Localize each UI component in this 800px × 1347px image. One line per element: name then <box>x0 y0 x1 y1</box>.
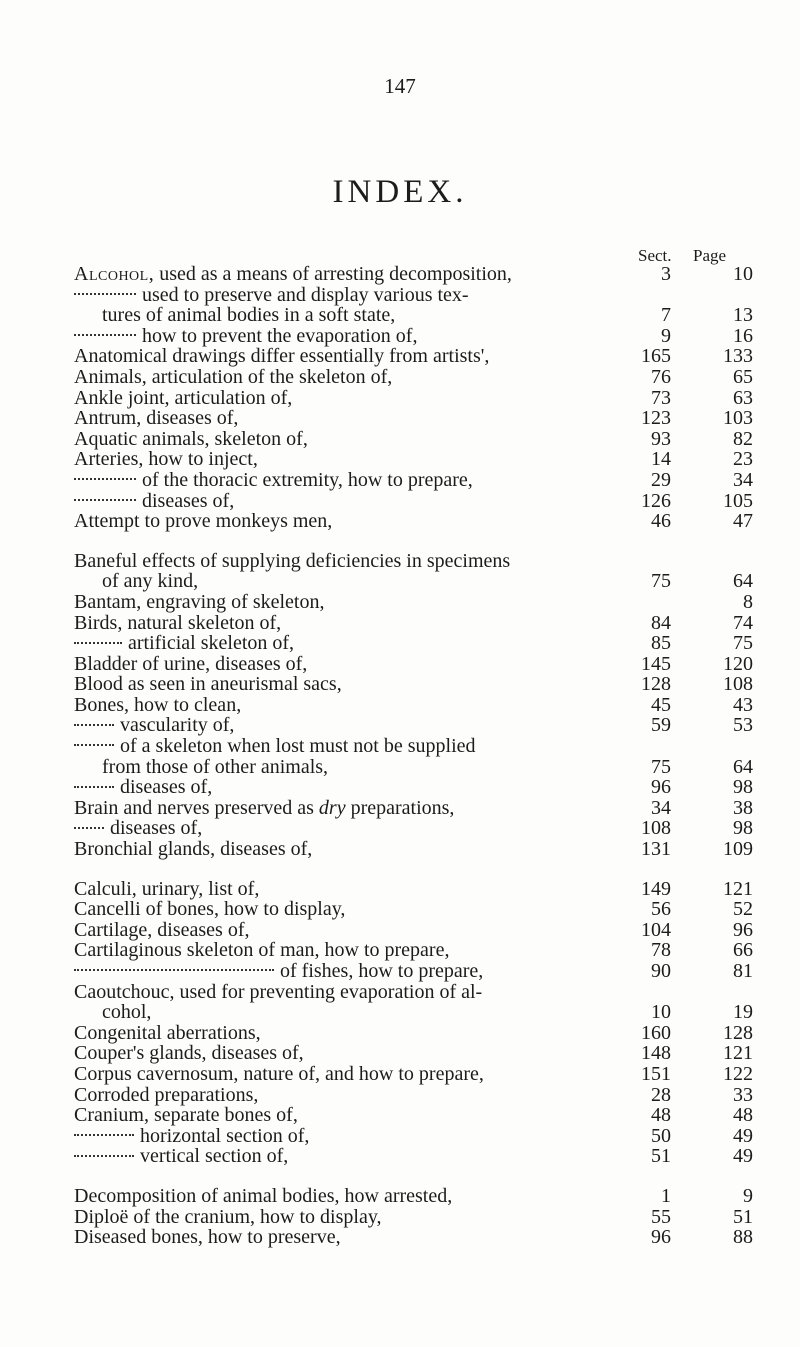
index-entry <box>74 449 774 470</box>
entry-text: Antrum, diseases of, <box>74 407 239 430</box>
entry-page-number: 52 <box>733 898 753 921</box>
index-entry <box>74 633 774 654</box>
entry-page-number: 47 <box>733 510 753 533</box>
ditto-dash <box>74 334 136 336</box>
entry-page-number: 133 <box>723 345 753 368</box>
entry-text: Cartilage, diseases of, <box>74 918 250 941</box>
entry-section-number: 10 <box>651 1001 671 1024</box>
index-entry <box>74 326 774 347</box>
entry-page-number: 53 <box>733 714 753 737</box>
entry-page-number: 121 <box>723 1042 753 1065</box>
entry-section-number: 50 <box>651 1124 671 1147</box>
entry-page-number: 122 <box>723 1062 753 1085</box>
entry-lead-word: Alcohol, <box>74 263 155 285</box>
entry-section-number: 29 <box>651 468 671 491</box>
entry-page-number: 128 <box>723 1021 753 1044</box>
index-entry <box>74 1186 774 1207</box>
entry-section-number: 123 <box>641 407 671 430</box>
entry-text: vertical section of, <box>74 1146 619 1167</box>
entry-page-number: 105 <box>723 489 753 512</box>
entry-page-number: 103 <box>723 407 753 430</box>
entry-section-number: 126 <box>641 489 671 512</box>
index-entry <box>74 511 774 532</box>
sect-column-header: Sect. <box>638 246 672 265</box>
entry-text: Caoutchouc, used for preventing evaporation of al- <box>74 980 483 1003</box>
entry-text: Birds, natural skeleton of, <box>74 611 282 634</box>
index-entry <box>74 1105 774 1126</box>
page-number: 147 <box>384 74 416 98</box>
entry-section-number: 145 <box>641 652 671 675</box>
entry-section-number: 148 <box>641 1042 671 1065</box>
entry-page-number: 75 <box>733 632 753 655</box>
entry-section-number: 28 <box>651 1083 671 1106</box>
entry-text: Cartilaginous skeleton of man, how to prepare, <box>74 939 450 962</box>
entry-section-number: 151 <box>641 1062 671 1085</box>
entry-section-number: 7 <box>661 304 671 327</box>
index-entry <box>74 408 774 429</box>
entry-text: Cranium, separate bones of, <box>74 1104 298 1127</box>
entry-section-number: 48 <box>651 1104 671 1127</box>
index-entry <box>74 920 774 941</box>
index-entry <box>74 1064 774 1085</box>
index-entry <box>74 491 774 512</box>
index-entries <box>74 264 774 1248</box>
entry-page-number: 33 <box>733 1083 753 1106</box>
entry-page-number: 88 <box>733 1226 753 1249</box>
entry-page-number: 64 <box>733 755 753 778</box>
entry-text: Bladder of urine, diseases of, <box>74 652 308 675</box>
entry-continuation: of any kind, <box>102 570 199 593</box>
entry-text: Attempt to prove monkeys men, <box>74 510 333 533</box>
entry-section-number: 76 <box>651 365 671 388</box>
entry-page-number: 23 <box>733 448 753 471</box>
entry-text: vascularity of, <box>74 715 619 736</box>
entry-text: Blood as seen in aneurismal sacs, <box>74 673 342 696</box>
index-entry <box>74 818 774 839</box>
entry-text: diseases of, <box>74 777 619 798</box>
entry-page-number: 96 <box>733 918 753 941</box>
entry-section-number: 96 <box>651 1226 671 1249</box>
entry-section-number: 1 <box>661 1184 671 1207</box>
entry-page-number: 16 <box>733 324 753 347</box>
entry-page-number: 74 <box>733 611 753 634</box>
index-entry <box>74 940 774 961</box>
index-entry <box>74 879 774 900</box>
entry-section-number: 165 <box>641 345 671 368</box>
entry-section-number: 149 <box>641 877 671 900</box>
entry-text: Brain and nerves preserved as dry preparations, <box>74 796 455 819</box>
entry-text: Baneful effects of supplying deficiencies in specimens <box>74 549 511 572</box>
entry-page-number: 120 <box>723 652 753 675</box>
ditto-dash <box>74 786 114 788</box>
index-entry <box>74 346 774 367</box>
index-entry <box>74 839 774 860</box>
ditto-dash <box>74 1155 134 1157</box>
index-entry <box>74 1085 774 1106</box>
entry-section-number: 128 <box>641 673 671 696</box>
entry-text: diseases of, <box>74 818 619 839</box>
entry-text: of the thoracic extremity, how to prepare, <box>74 470 619 491</box>
entry-text: Bronchial glands, diseases of, <box>74 838 313 861</box>
index-entry <box>74 798 774 819</box>
entry-section-number: 45 <box>651 693 671 716</box>
index-entry <box>74 654 774 675</box>
index-group <box>74 1186 774 1248</box>
entry-continuation: cohol, <box>102 1001 152 1024</box>
entry-page-number: 9 <box>743 1184 753 1207</box>
entry-text: Congenital aberrations, <box>74 1021 261 1044</box>
entry-page-number: 10 <box>733 263 753 285</box>
index-entry <box>74 777 774 798</box>
entry-text: Bones, how to clean, <box>74 693 242 716</box>
index-entry <box>74 367 774 388</box>
entry-section-number: 85 <box>651 632 671 655</box>
entry-text: Ankle joint, articulation of, <box>74 386 293 409</box>
index-entry <box>74 592 774 613</box>
entry-text: Decomposition of animal bodies, how arrested, <box>74 1184 453 1207</box>
index-group <box>74 264 774 532</box>
index-entry <box>74 982 774 1023</box>
ditto-dash <box>74 827 104 829</box>
index-entry <box>74 1146 774 1167</box>
entry-page-number: 98 <box>733 776 753 799</box>
entry-page-number: 49 <box>733 1124 753 1147</box>
entry-text: Alcohol, used as a means of arresting decomposition, <box>74 263 512 285</box>
entry-page-number: 82 <box>733 427 753 450</box>
ditto-dash <box>74 478 136 480</box>
entry-section-number: 14 <box>651 448 671 471</box>
entry-text: Aquatic animals, skeleton of, <box>74 427 308 450</box>
entry-page-number: 43 <box>733 693 753 716</box>
entry-text: Bantam, engraving of skeleton, <box>74 590 325 613</box>
entry-page-number: 98 <box>733 817 753 840</box>
index-entry <box>74 264 774 285</box>
entry-page-number: 65 <box>733 365 753 388</box>
index-entry <box>74 899 774 920</box>
index-entry <box>74 551 774 592</box>
index-entry <box>74 1023 774 1044</box>
entry-text: Diploë of the cranium, how to display, <box>74 1205 382 1228</box>
ditto-dash <box>74 969 274 971</box>
entry-page-number: 109 <box>723 838 753 861</box>
entry-emphasis: dry <box>318 796 346 819</box>
entry-page-number: 48 <box>733 1104 753 1127</box>
entry-page-number: 121 <box>723 877 753 900</box>
ditto-dash <box>74 293 136 295</box>
entry-page-number: 64 <box>733 570 753 593</box>
index-entry <box>74 429 774 450</box>
entry-page-number: 66 <box>733 939 753 962</box>
ditto-dash <box>74 642 122 644</box>
index-group <box>74 551 774 860</box>
entry-section-number: 73 <box>651 386 671 409</box>
entry-text: how to prevent the evaporation of, <box>74 326 619 347</box>
entry-section-number: 51 <box>651 1145 671 1168</box>
index-entry <box>74 1126 774 1147</box>
entry-page-number: 13 <box>733 304 753 327</box>
ditto-dash <box>74 724 114 726</box>
entry-section-number: 56 <box>651 898 671 921</box>
entry-section-number: 78 <box>651 939 671 962</box>
entry-page-number: 38 <box>733 796 753 819</box>
index-entry <box>74 388 774 409</box>
entry-text: horizontal section of, <box>74 1126 619 1147</box>
index-group <box>74 879 774 1167</box>
entry-section-number: 104 <box>641 918 671 941</box>
entry-page-number: 81 <box>733 960 753 982</box>
index-entry <box>74 285 774 326</box>
entry-text: of fishes, how to prepare, <box>74 961 619 982</box>
entry-text: Calculi, urinary, list of, <box>74 877 260 900</box>
entry-section-number: 34 <box>651 796 671 819</box>
entry-text: of a skeleton when lost must not be supplied <box>74 736 619 757</box>
entry-page-number: 34 <box>733 468 753 491</box>
entry-section-number: 90 <box>651 960 671 982</box>
index-entry <box>74 470 774 491</box>
entry-text: Couper's glands, diseases of, <box>74 1042 304 1065</box>
index-entry <box>74 736 774 777</box>
index-entry <box>74 961 774 982</box>
entry-section-number: 84 <box>651 611 671 634</box>
ditto-dash <box>74 1134 134 1136</box>
entry-page-number: 63 <box>733 386 753 409</box>
index-entry <box>74 613 774 634</box>
ditto-dash <box>74 499 136 501</box>
ditto-dash <box>74 744 114 746</box>
entry-text: Anatomical drawings differ essentially from artists', <box>74 345 490 368</box>
entry-section-number: 3 <box>661 263 671 285</box>
entry-text: Diseased bones, how to preserve, <box>74 1226 341 1249</box>
entry-section-number: 160 <box>641 1021 671 1044</box>
entry-section-number: 46 <box>651 510 671 533</box>
entry-text: artificial skeleton of, <box>74 633 619 654</box>
entry-text: Animals, articulation of the skeleton of, <box>74 365 393 388</box>
entry-text: Corpus cavernosum, nature of, and how to prepare, <box>74 1062 484 1085</box>
entry-text: used to preserve and display various tex- <box>74 285 619 306</box>
entry-section-number: 75 <box>651 570 671 593</box>
entry-continuation: tures of animal bodies in a soft state, <box>102 304 396 327</box>
index-entry <box>74 674 774 695</box>
entry-section-number: 75 <box>651 755 671 778</box>
index-entry <box>74 695 774 716</box>
entry-page-number: 49 <box>733 1145 753 1168</box>
entry-page-number: 108 <box>723 673 753 696</box>
entry-section-number: 131 <box>641 838 671 861</box>
entry-page-number: 51 <box>733 1205 753 1228</box>
entry-section-number: 108 <box>641 817 671 840</box>
entry-text: Arteries, how to inject, <box>74 448 258 471</box>
entry-section-number: 93 <box>651 427 671 450</box>
entry-section-number: 55 <box>651 1205 671 1228</box>
entry-page-number: 19 <box>733 1001 753 1024</box>
page-column-header: Page <box>693 246 727 265</box>
entry-section-number: 9 <box>661 324 671 347</box>
index-entry <box>74 715 774 736</box>
index-entry <box>74 1207 774 1228</box>
index-title: INDEX. <box>332 174 468 210</box>
entry-continuation: from those of other animals, <box>102 755 329 778</box>
entry-page-number: 8 <box>743 590 753 613</box>
index-entry <box>74 1043 774 1064</box>
entry-text: diseases of, <box>74 491 619 512</box>
entry-section-number: 59 <box>651 714 671 737</box>
entry-text: Corroded preparations, <box>74 1083 259 1106</box>
index-entry <box>74 1227 774 1248</box>
entry-text: Cancelli of bones, how to display, <box>74 898 346 921</box>
entry-section-number: 96 <box>651 776 671 799</box>
